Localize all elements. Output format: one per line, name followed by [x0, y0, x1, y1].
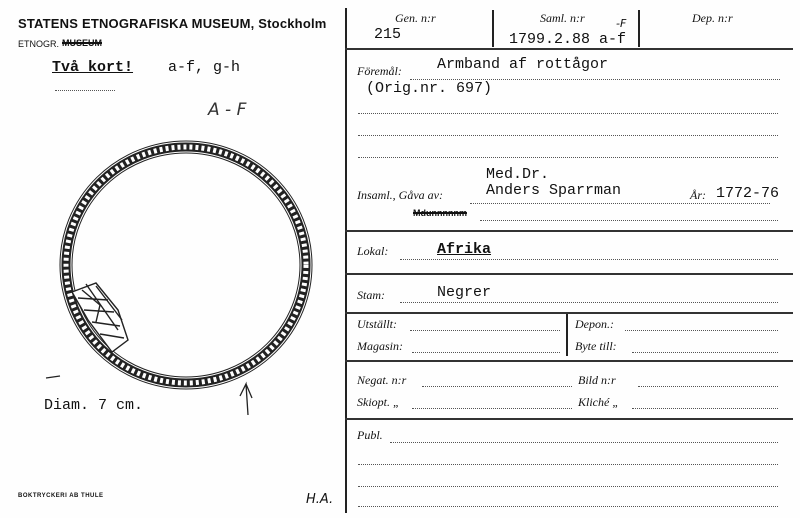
gen-label: Gen. n:r [395, 11, 436, 25]
magasin-rule [345, 360, 793, 362]
publ-label: Publ. [357, 428, 383, 442]
skiopt-dots [412, 408, 572, 409]
publ-dots-2 [358, 464, 778, 465]
insaml-dots [470, 203, 770, 204]
two-cards-note: Två kort! [52, 59, 134, 76]
utstallt-label: Utställt: [357, 317, 398, 331]
depon-dots [625, 330, 778, 331]
dep-label: Dep. n:r [692, 11, 733, 25]
insaml-struck: Mdunnnnnm [413, 208, 467, 218]
depon-divider [566, 314, 568, 356]
negat-dots [422, 386, 572, 387]
signature: H.A. [306, 492, 334, 507]
insaml-rule [345, 230, 793, 232]
diameter: Diam. 7 cm. [44, 397, 144, 414]
insaml-dots-2 [480, 220, 778, 221]
lokal-label: Lokal: [357, 244, 389, 258]
stam-value: Negrer [437, 284, 492, 301]
publ-dots-3 [358, 486, 778, 487]
magasin-dots [412, 352, 560, 353]
lokal-rule [345, 273, 793, 275]
gen-value: 215 [374, 26, 402, 43]
museum-title: STATENS ETNOGRAFISKA MUSEUM, Stockholm [18, 16, 327, 31]
stam-rule [345, 312, 793, 314]
utstallt-dots [410, 330, 560, 331]
cliche-label: Kliché „ [578, 395, 619, 409]
etnogr-label: ETNOGR. [18, 39, 60, 49]
ar-label: År: [690, 188, 706, 202]
bild-label: Bild n:r [578, 373, 616, 387]
stam-dots [400, 302, 778, 303]
etnogr-struck: MUSEUM [62, 38, 102, 48]
cliche-dots [632, 408, 778, 409]
panel-divider [345, 8, 347, 513]
magasin-label: Magasin: [357, 339, 403, 353]
dots-row-3 [358, 135, 778, 136]
dots-row-2 [358, 113, 778, 114]
foremal-label: Föremål: [357, 64, 402, 78]
orig-value: (Orig.nr. 697) [366, 80, 493, 97]
saml-value: 1799.2.88 a-f [509, 31, 627, 48]
header-divider-1 [492, 10, 494, 47]
header-rule [345, 48, 793, 50]
parts-note: a-f, g-h [168, 59, 241, 76]
foremal-value: Armband af rottågor [437, 56, 609, 73]
handwritten-af: A - F [208, 100, 247, 120]
header-divider-2 [638, 10, 640, 47]
negat-rule [345, 418, 793, 420]
saml-label: Saml. n:r [540, 11, 585, 25]
skiopt-label: Skiopt. „ [357, 395, 400, 409]
dots-row-4 [358, 157, 778, 158]
lokal-dots [400, 259, 778, 260]
lokal-value: Afrika [437, 241, 492, 258]
stam-label: Stam: [357, 288, 385, 302]
publ-dots-4 [358, 506, 778, 507]
depon-label: Depon.: [575, 317, 614, 331]
insaml-label: Insaml., Gåva av: [357, 188, 443, 202]
insaml-value-2: Anders Sparrman [486, 182, 622, 199]
byte-label: Byte till: [575, 339, 617, 353]
negat-label: Negat. n:r [357, 373, 407, 387]
publ-dots-1 [390, 442, 778, 443]
ar-value: 1772-76 [716, 185, 780, 202]
byte-dots [632, 352, 778, 353]
bild-dots [638, 386, 778, 387]
printer-name: BOKTRYCKERI AB THULE [18, 493, 104, 499]
saml-annotation: -F [616, 17, 627, 30]
insaml-value-1: Med.Dr. [486, 166, 550, 183]
